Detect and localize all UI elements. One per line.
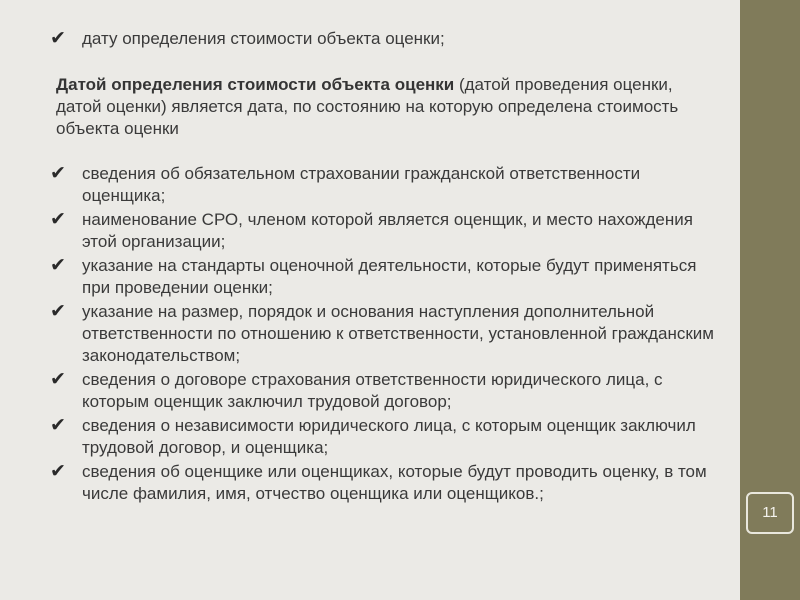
checkmark-icon: ✔ <box>50 28 66 49</box>
list-item <box>46 255 726 299</box>
list-item-text: дату определения стоимости объекта оценки; <box>82 29 445 48</box>
list-item-text: наименование СРО, членом которой является оценщик, и место нахождения этой организации; <box>82 210 693 251</box>
list-item <box>46 163 726 207</box>
list-item-text: указание на размер, порядок и основания наступления дополнительной ответственности по отношению к ответственности, установленной гражданским законодательством; <box>82 302 714 365</box>
checkmark-icon: ✔ <box>50 461 66 482</box>
list-item-text: сведения о независимости юридического лица, с которым оценщик заключил трудовой договор, и оценщика; <box>82 416 696 457</box>
checkmark-icon: ✔ <box>50 415 66 436</box>
list-item <box>46 461 726 505</box>
checkmark-icon: ✔ <box>50 301 66 322</box>
list-item-text: указание на стандарты оценочной деятельности, которые будут применяться при проведении оценки; <box>82 256 697 297</box>
list-item <box>46 209 726 253</box>
checkmark-icon: ✔ <box>50 163 66 184</box>
list-item-text: сведения об обязательном страховании гражданской ответственности оценщика; <box>82 164 641 205</box>
list-item <box>46 369 726 413</box>
list-item <box>46 301 726 367</box>
list-item-text: сведения о договоре страхования ответственности юридического лица, с которым оценщик заключил трудовой договор; <box>82 370 663 411</box>
list-item <box>46 28 726 50</box>
list-item-text: сведения об оценщике или оценщиках, которые будут проводить оценку, в том числе фамилия, имя, отчество оценщика или оценщиков.; <box>82 462 707 503</box>
page-number: 11 <box>746 492 794 534</box>
slide-content <box>46 28 726 505</box>
definition-text: (датой проведения оценки, датой оценки) является дата, по состоянию на которую определена стоимость объекта оценки <box>56 75 679 138</box>
list-item <box>46 415 726 459</box>
checkmark-icon: ✔ <box>50 369 66 390</box>
checkmark-icon: ✔ <box>50 255 66 276</box>
definition-term: Датой определения стоимости объекта оценки <box>56 75 455 94</box>
definition-paragraph <box>56 74 716 140</box>
checkmark-icon: ✔ <box>50 209 66 230</box>
